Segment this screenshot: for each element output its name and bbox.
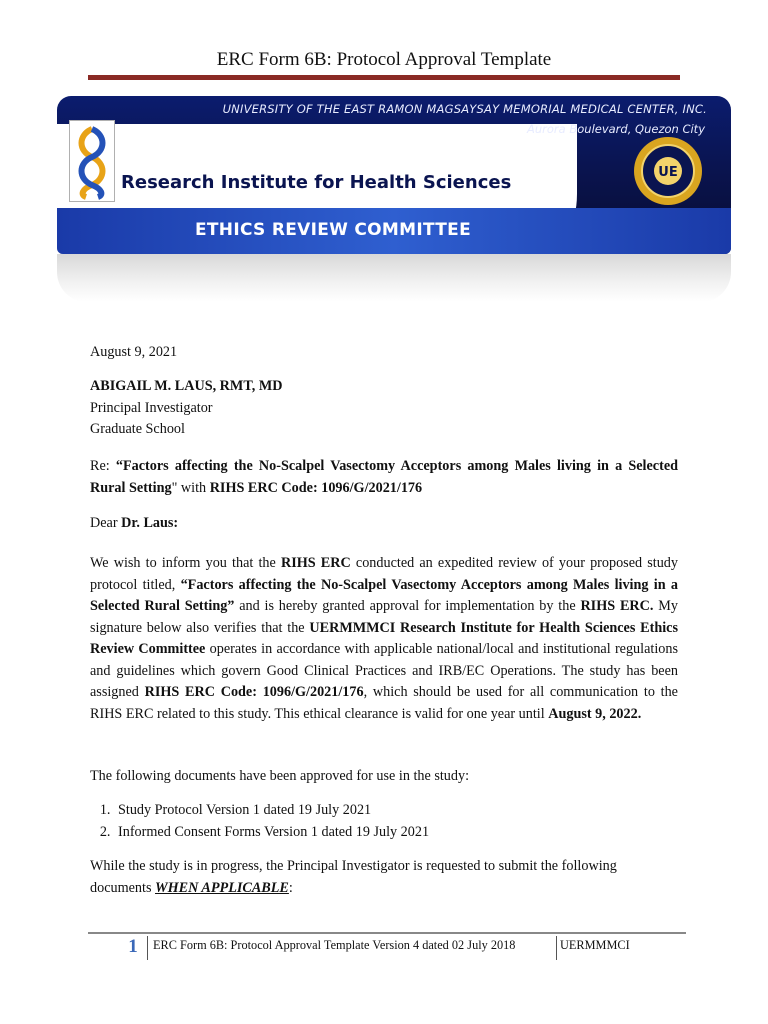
closing-colon: : [288,879,293,896]
footer-separator [556,936,557,960]
university-seal-icon [633,136,703,206]
footer-page-number: 1 [128,936,138,957]
recipient-unit: Graduate School [90,421,185,437]
body-text-6: , which should be used for all communication to the RIHS ERC related to this study. This ethical clearance is valid for one year until [90,684,678,722]
body-text-3: and is hereby granted approval for implementation by the [234,598,581,614]
body-bold-5: RIHS ERC Code: 1096/G/2021/176 [144,684,364,700]
closing-emphasis: WHEN APPLICABLE [155,879,289,896]
subject-title: “Factors affecting the No-Scalpel Vasectomy Acceptors among Males living in a Selected Rural Setting [90,458,679,496]
university-address: Aurora Boulevard, Quezon City [527,122,705,136]
letter-date: August 9, 2021 [90,344,178,360]
institute-logo [69,120,115,202]
institute-name: Research Institute for Health Sciences [121,172,512,193]
committee-name: ETHICS REVIEW COMMITTEE [195,220,471,240]
footer-separator [147,936,148,960]
recipient-title: Principal Investigator [90,399,213,416]
list-item: 1. Study Protocol Version 1 dated 19 July 2021 [114,800,702,822]
closing-paragraph [90,856,678,899]
subject-code: RIHS ERC Code: 1096/G/2021/176 [209,479,423,496]
body-bold-3: RIHS ERC. [580,598,654,614]
footer-rule [88,932,686,934]
footer-org: UERMMMCI [560,938,630,952]
body-bold-4: UERMMMCI Research Institute for Health Sciences Ethics Review Committee [90,619,678,657]
seal-initials: UE [658,165,678,180]
subject-prefix: Re: [90,458,116,474]
salutation-name: Dr. Laus: [121,515,179,531]
list-item: 2. Informed Consent Forms Version 1 dated 19 July 2021 [114,822,702,844]
document-title: ERC Form 6B: Protocol Approval Template [216,49,552,70]
letterhead-banner [57,96,731,254]
body-paragraph [90,553,678,725]
documents-intro: The following documents have been approved for use in the study: [90,768,470,784]
recipient-name: ABIGAIL M. LAUS, RMT, MD [90,378,283,394]
body-text-2: conducted an expedited review of your proposed study protocol titled, [90,555,678,593]
body-bold-1: RIHS ERC [280,555,351,571]
salutation [90,513,678,535]
banner-shadow [57,254,731,302]
body-text-5: operates in accordance with applicable national/local and institutional regulations and guidelines which govern Good Clinical Practices and IRB/EC Operations. The study has been assigned [90,641,678,700]
body-bold-6: August 9, 2022. [548,705,642,722]
subject-line [90,456,678,499]
body-bold-2: “Factors affecting the No-Scalpel Vasectomy Acceptors among Males living in a Selected Rural Setting” [90,576,678,614]
footer-form-version: ERC Form 6B: Protocol Approval Template Version 4 dated 02 July 2018 [153,938,516,952]
recipient-block [90,376,678,441]
salutation-prefix: Dear [90,515,122,531]
closing-text: While the study is in progress, the Principal Investigator is requested to submit the following documents [90,858,617,896]
ribbon-logo-icon [70,121,114,201]
body-text-4: My signature below also verifies that the [90,598,678,636]
approved-documents-list [90,800,702,843]
title-rule [88,75,680,80]
body-text-1: We wish to inform you that the [90,555,281,571]
university-name: UNIVERSITY OF THE EAST RAMON MAGSAYSAY MEMORIAL MEDICAL CENTER, INC. [222,102,707,116]
subject-mid: " with [171,479,210,496]
